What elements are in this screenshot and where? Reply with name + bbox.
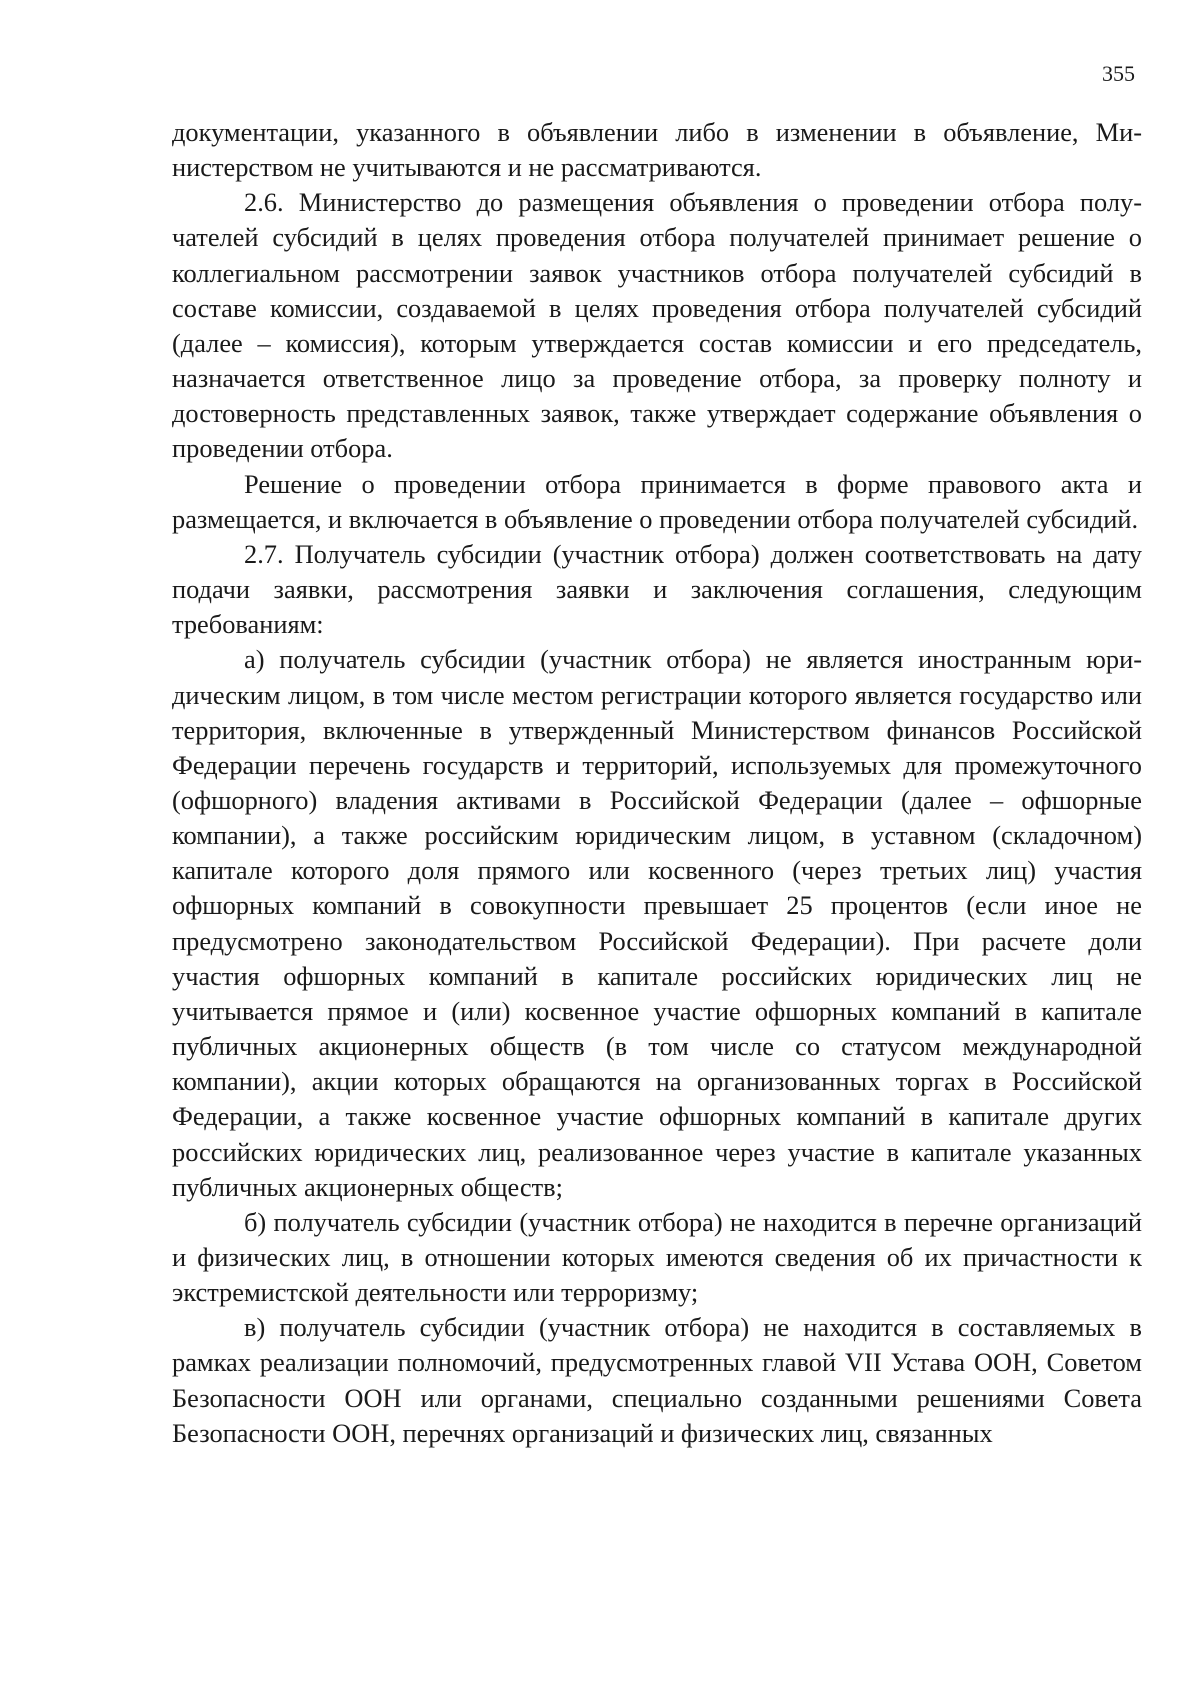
paragraph-item-b: б) получатель субсидии (участник отбора) не находится в перечне организаций и физических лиц, в отношении которых имеются сведения об их причастности к экстремистской деятельности или терроризму; <box>172 1206 1142 1308</box>
paragraph-decision: Решение о проведении отбора принимается в форме правового акта и размещается, и включается в объявление о проведении отбора получателей субсидий. <box>172 468 1142 534</box>
paragraph-2-7: 2.7. Получатель субсидии (участник отбора) должен соответствовать на дату подачи заявки, рассмотрения заявки и заключения соглашения, следующим требованиям: <box>172 538 1142 640</box>
body-text <box>172 115 1142 1451</box>
paragraph-2-6: 2.6. Министерство до размещения объявления о проведении отбора получателей субсидий в целях проведения отбора получателей принимает решение о коллегиальном рассмотрении заявок участников отбора получателей субсидий в составе комиссии, создаваемой в целях проведения отбора получателей субсидий (далее – комиссия), которым утверждается состав комиссии и его председатель, назначается ответственное лицо за проведение отбора, за проверку полноту и достоверность представленных заявок, также утверждает содержание объявления о проведении отбора. <box>172 187 1142 464</box>
paragraph-item-v: в) получатель субсидии (участник отбора) не находится в составляемых в рамках реализации полномочий, предусмотренных главой VII Устава ООН, Советом Безопасности ООН или органами, специально созданными решениями Совета Безопасности ООН, перечнях организаций и физических лиц, связанных <box>172 1312 1142 1448</box>
page-number: 355 <box>1102 61 1135 86</box>
paragraph-continuation: документации, указанного в объявлении либо в изменении в объявление, Министерством не учитываются и не рассматриваются. <box>172 117 1142 183</box>
paragraph-item-a: а) получатель субсидии (участник отбора) не является иностранным юридическим лицом, в том числе местом регистрации которого является государство или территория, включенные в утвержденный Министерством финансов Российской Федерации перечень государств и территорий, используемых для промежуточного (офшорного) владения активами в Российской Федерации (далее – офшорные компании), а также российским юридическим лицом, в уставном (складочном) капитале которого доля прямого или косвенного (через третьих лиц) участия офшорных компаний в совокупности превышает 25 процентов (если иное не предусмотрено законодательством Российской Федерации). При расчете доли участия офшорных компаний в капитале российских юридических лиц не учитывается прямое и (или) косвенное участие офшорных компаний в капитале публичных акционерных обществ (в том числе со статусом международной компании), акции которых обращаются на организованных торгах в Российской Федерации, а также косвенное участие офшорных компаний в капитале других российских юридических лиц, реализованное через участие в капитале указанных публичных акционерных обществ; <box>172 644 1142 1202</box>
